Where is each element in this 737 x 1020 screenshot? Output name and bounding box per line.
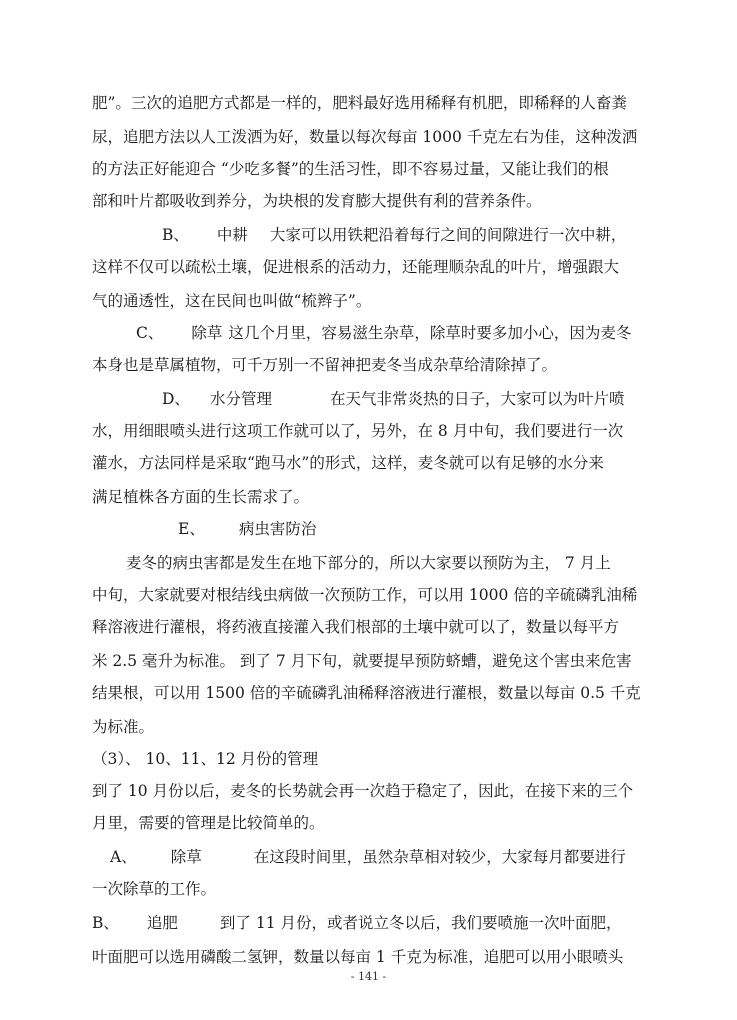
text-line: 肥”。三次的追肥方式都是一样的，肥料最好选用稀释有机肥，即稀释的人畜粪 (92, 94, 627, 112)
text-line: 在天气非常炎热的日子，大家可以为叶片喷 (329, 390, 625, 408)
section-heading: 除草 (170, 848, 202, 866)
text-line: 气的通透性，这在民间也叫做“梳辫子”。 (92, 292, 372, 310)
section-heading: 除草 (191, 324, 223, 342)
section-marker: B、 (162, 226, 189, 244)
text-line: 月里，需要的管理是比较简单的。 (92, 814, 325, 832)
text-line: 米 2.5 毫升为标准。 到了 7 月下旬，就要提早预防蛴螬，避免这个害虫来危害 (92, 652, 632, 670)
section-c-line (92, 322, 652, 344)
section-heading: 水分管理 (209, 390, 272, 408)
text-line: 灌水，方法同样是采取“跑马水”的形式，这样，麦冬就可以有足够的水分来 (92, 454, 604, 472)
text-line: 本身也是草属植物，可千万别一不留神把麦冬当成杂草给清除掉了。 (92, 356, 558, 374)
text-line: 的方法正好能迎合 “少吃多餐”的生活习性，即不容易过量，又能让我们的根 (92, 160, 609, 178)
text-line: 中旬，大家就要对根结线虫病做一次预防工作，可以用 1000 倍的辛硫磷乳油稀 (92, 586, 638, 604)
text-line: 满足植株各方面的生长需求了。 (92, 488, 310, 506)
text-line: 部和叶片都吸收到养分，为块根的发育膨大提供有利的营养条件。 (92, 192, 542, 210)
paragraph-text: 麦冬的病虫害都是发生在地下部分的，所以大家要以预防为主， 7 月上 (126, 554, 611, 572)
section-heading: 中耕 (216, 226, 248, 244)
text-line (92, 552, 652, 574)
section-3-heading: （3）、 10、11、12 月份的管理 (92, 750, 319, 768)
section-d-line (92, 388, 652, 410)
section-heading: 病虫害防治 (238, 520, 317, 538)
text-line: 为标准。 (92, 718, 155, 736)
section-a-line (92, 846, 652, 868)
section-marker: A、 (110, 848, 137, 866)
section-marker: E、 (178, 520, 205, 538)
text-line: 大家可以用铁耙沿着每行之间的间隙进行一次中耕， (269, 226, 627, 244)
text-line: 叶面肥可以选用磷酸二氢钾，数量以每亩 1 千克为标准，追肥可以用小眼喷头 (92, 948, 624, 966)
section-b2-line (92, 912, 652, 934)
text-line: 结果根，可以用 1500 倍的辛硫磷乳油稀释溶液进行灌根，数量以每亩 0.5 千克 (92, 684, 641, 702)
text-line: 释溶液进行灌根，将药液直接灌入我们根部的土壤中就可以了，数量以每平方 (92, 618, 620, 636)
text-line: 这样不仅可以疏松土壤，促进根系的活动力，还能理顺杂乱的叶片，增强跟大 (92, 258, 620, 276)
text-line: 到了 10 月份以后，麦冬的长势就会再一次趋于稳定了，因此，在接下来的三个 (92, 782, 634, 800)
section-b-line (92, 224, 652, 246)
text-line: 尿，追肥方法以人工泼洒为好，数量以每次每亩 1000 千克左右为佳，这种泼洒 (92, 128, 638, 146)
text-line: 水，用细眼喷头进行这项工作就可以了，另外，在 8 月中旬，我们要进行一次 (92, 422, 624, 440)
section-marker: D、 (162, 390, 190, 408)
text-line: 在这段时间里，虽然杂草相对较少，大家每月都要进行 (253, 848, 626, 866)
section-marker: C、 (136, 324, 164, 342)
text-line: 到了 11 月份，或者说立冬以后，我们要喷施一次叶面肥， (219, 914, 622, 932)
text-line: 一次除草的工作。 (92, 880, 217, 898)
section-e-heading-line (92, 518, 652, 540)
text-line: 这几个月里，容易滋生杂草，除草时要多加小心，因为麦冬 (228, 324, 632, 342)
section-heading: 追肥 (146, 914, 178, 932)
section-marker: B、 (92, 914, 119, 932)
page-number: - 141 - (350, 970, 387, 983)
